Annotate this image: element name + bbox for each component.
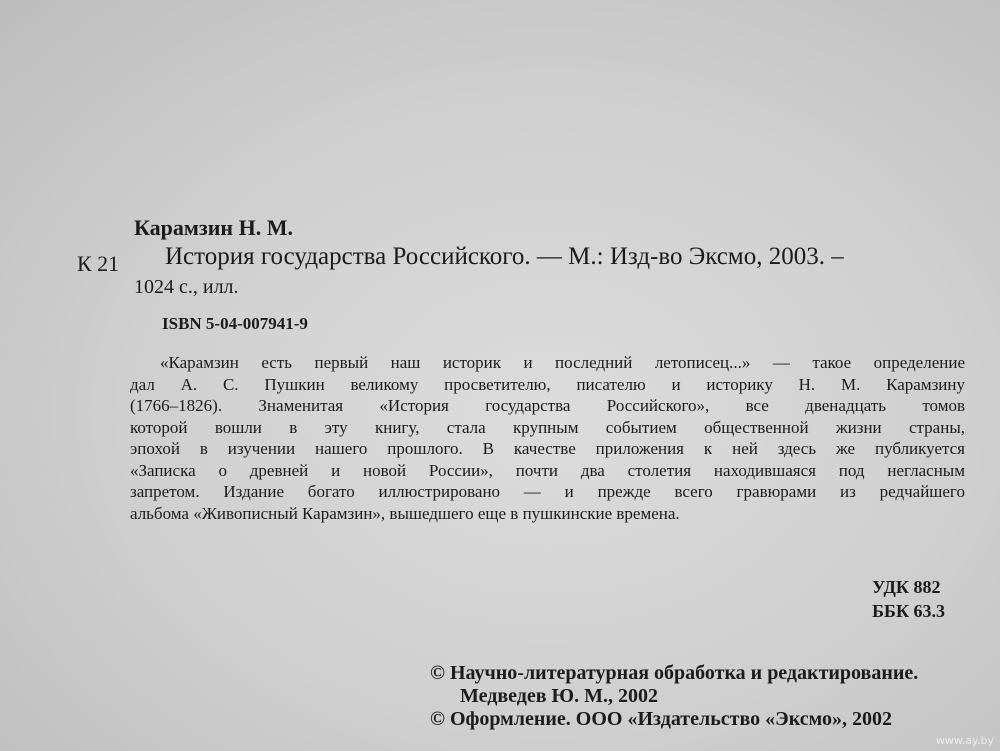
annotation-line: «Записка о древней и новой России», почти два столетия находившаяся под негласным xyxy=(130,460,965,480)
copyright-line: Медведев Ю. М., 2002 xyxy=(460,685,658,707)
bbk-code: ББК 63.3 xyxy=(872,601,945,621)
annotation-line: которой вошли в эту книгу, стала крупным событием общественной жизни страны, xyxy=(130,417,965,437)
site-watermark: www.ay.by xyxy=(935,734,994,747)
annotation-line: запретом. Издание богато иллюстрировано — и прежде всего гравюрами из редчайшего xyxy=(130,482,965,501)
annotation-line: «Карамзин есть первый наш историк и последний летописец...» — такое определение xyxy=(160,353,965,372)
annotation-line: альбома «Живописный Карамзин», вышедшего еще в пушкинские времена. xyxy=(130,503,680,523)
library-class-code: К 21 xyxy=(77,251,120,276)
bibliographic-reference-pages: 1024 с., илл. xyxy=(134,276,239,298)
annotation-line: дал А. С. Пушкин великому просветителю, писателю и историку Н. М. Карамзину xyxy=(130,374,965,394)
copyright-line: © Оформление. ООО «Издательство «Эксмо», 2002 xyxy=(430,708,892,730)
annotation-line: эпохой в изучении нашего прошлого. В качестве приложения к ней здесь же публикуется xyxy=(130,439,965,458)
isbn-number: ISBN 5-04-007941-9 xyxy=(162,314,308,333)
book-annotation xyxy=(130,352,965,524)
udk-code: УДК 882 xyxy=(872,577,941,597)
copyright-line: © Научно-литературная обработка и редактирование. xyxy=(430,662,919,684)
annotation-line: (1766–1826). Знаменитая «История государства Российского», все двенадцать томов xyxy=(130,396,965,415)
classification-codes xyxy=(872,575,945,623)
bibliographic-reference: История государства Российского. — М.: Изд-во Эксмо, 2003. – xyxy=(165,243,844,270)
copyright-block xyxy=(430,662,918,731)
author-name: Карамзин Н. М. xyxy=(134,215,293,240)
